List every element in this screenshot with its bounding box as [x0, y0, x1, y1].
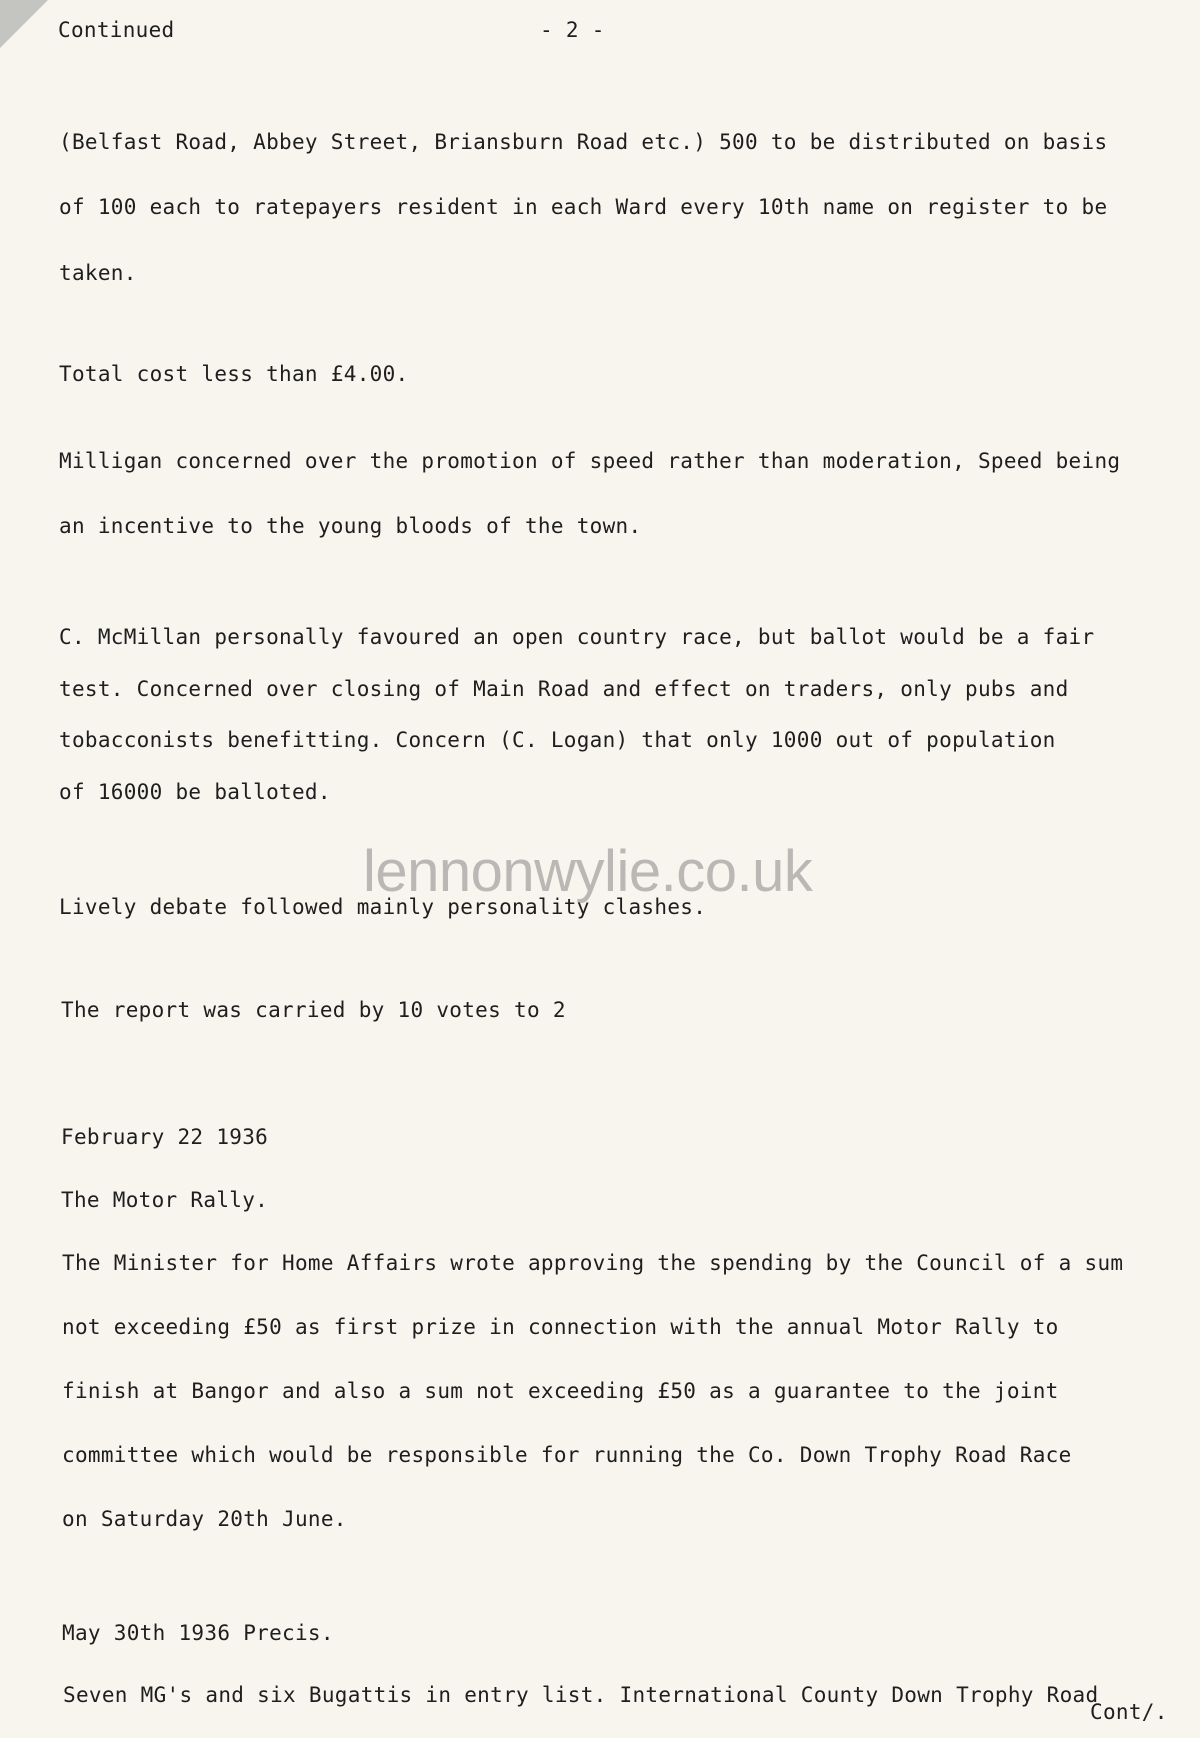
paragraph-line: tobacconists benefitting. Concern (C. Logan) that only 1000 out of population [59, 728, 1056, 752]
folded-corner [0, 0, 48, 48]
paragraph-line: taken. [59, 261, 137, 285]
paragraph-line: an incentive to the young bloods of the town. [59, 514, 642, 538]
paragraph-line: (Belfast Road, Abbey Street, Briansburn Road etc.) 500 to be distributed on basis [59, 130, 1108, 154]
paragraph-line: The Minister for Home Affairs wrote approving the spending by the Council of a sum [62, 1251, 1124, 1275]
watermark-text: lennonwylie.co.uk [363, 839, 813, 904]
paragraph-line: The report was carried by 10 votes to 2 [61, 998, 566, 1022]
paragraph-line: committee which would be responsible for running the Co. Down Trophy Road Race [62, 1443, 1072, 1467]
paragraph-line: Milligan concerned over the promotion of speed rather than moderation, Speed being [59, 449, 1121, 473]
page-number: - 2 - [540, 18, 605, 42]
paragraph-line: finish at Bangor and also a sum not exceeding £50 as a guarantee to the joint [62, 1379, 1059, 1403]
entry-heading: The Motor Rally. [61, 1188, 269, 1212]
header-continued: Continued [58, 18, 175, 42]
paragraph-line: on Saturday 20th June. [62, 1507, 347, 1531]
paragraph-line: of 100 each to ratepayers resident in each Ward every 10th name on register to be [59, 195, 1108, 219]
entry-date: May 30th 1936 Precis. [62, 1621, 334, 1645]
paragraph-line: Total cost less than £4.00. [59, 362, 409, 386]
paragraph-line: not exceeding £50 as first prize in connection with the annual Motor Rally to [62, 1315, 1059, 1339]
paragraph-line: C. McMillan personally favoured an open country race, but ballot would be a fair [59, 625, 1095, 649]
entry-date: February 22 1936 [61, 1125, 269, 1149]
continuation-mark: Cont/. [1090, 1700, 1168, 1724]
paragraph-line: test. Concerned over closing of Main Road and effect on traders, only pubs and [59, 677, 1069, 701]
paragraph-line: of 16000 be balloted. [59, 780, 331, 804]
paragraph-line: Seven MG's and six Bugattis in entry list. International County Down Trophy Road [63, 1683, 1099, 1707]
paragraph-line: Lively debate followed mainly personality clashes. [59, 895, 707, 919]
